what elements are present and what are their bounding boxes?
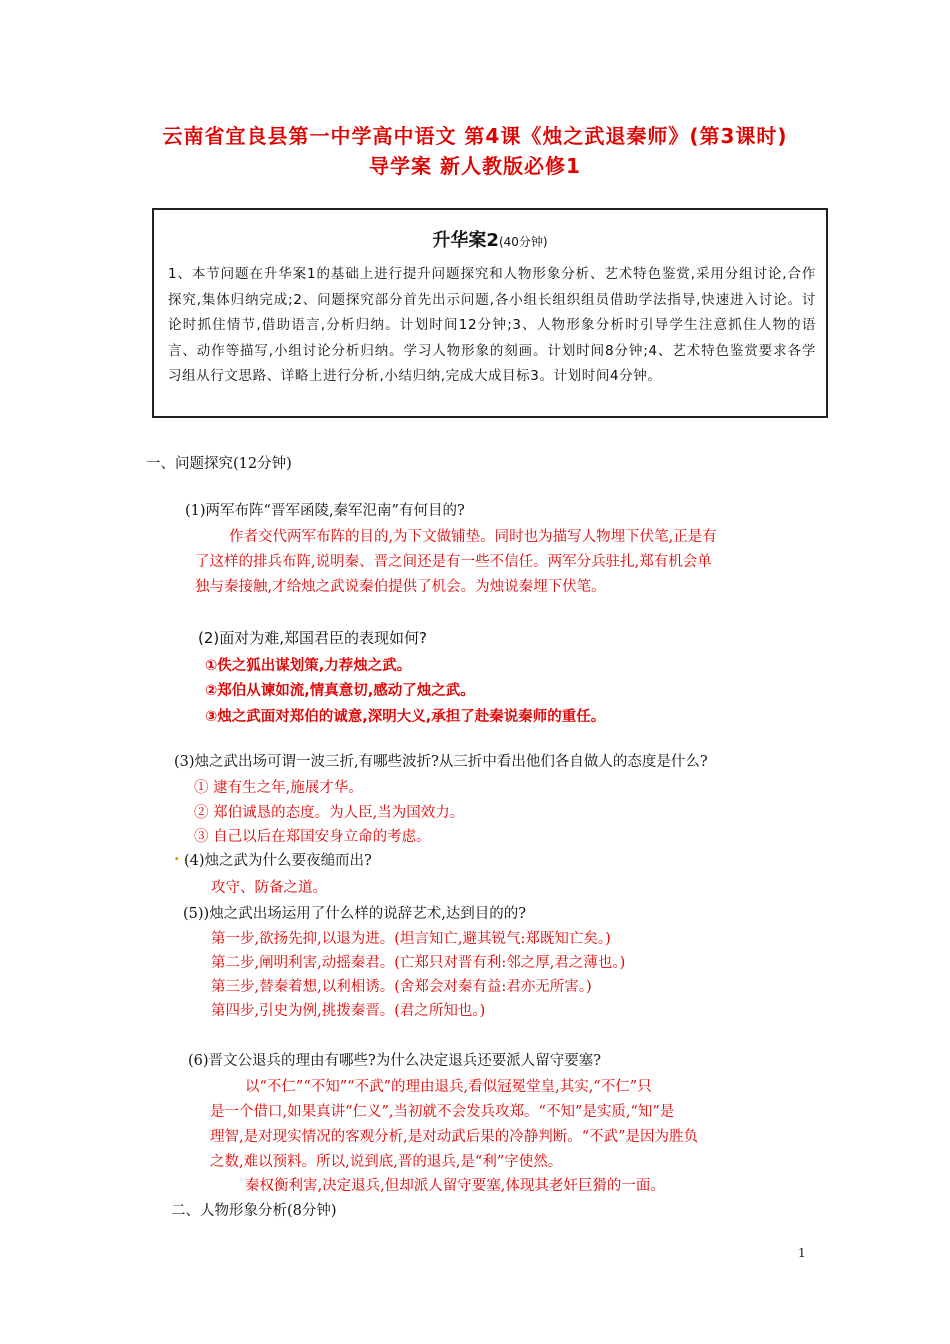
answer-6-line: 秦权衡利害,决定退兵,但却派人留守要塞,体现其老奸巨猾的一面。 (245, 1178, 665, 1194)
answer-2-item: ①佚之狐出谋划策,力荐烛之武。 (205, 658, 412, 674)
answer-3-item: ③ 自己以后在郑国安身立命的考虑。 (194, 829, 431, 845)
answer-6-line: 之数,难以预料。所以,说到底,晋的退兵,是“利”字使然。 (210, 1154, 563, 1170)
question-1: (1)两军布阵“晋军函陵,秦军氾南”有何目的? (185, 503, 465, 519)
answer-5-step: 第一步,欲扬先抑,以退为进。(坦言知亡,避其锐气:郑既知亡矣。) (211, 931, 611, 947)
answer-6-line: 理智,是对现实情况的客观分析,是对动武后果的冷静判断。“不武”是因为胜负 (210, 1129, 699, 1145)
question-4: (4)烛之武为什么要夜缒而出? (184, 853, 372, 869)
answer-3-item: ① 逮有生之年,施展才华。 (194, 780, 363, 796)
document-title-line1: 云南省宜良县第一中学高中语文 第4课《烛之武退秦师》(第3课时) (162, 124, 788, 148)
document-title-line2: 导学案 新人教版必修1 (369, 154, 581, 178)
answer-1-line: 作者交代两军布阵的目的,为下文做铺垫。同时也为描写人物埋下伏笔,正是有 (229, 529, 717, 545)
answer-1-line: 独与秦接触,才给烛之武说秦伯提供了机会。为烛说秦埋下伏笔。 (195, 579, 606, 595)
answer-2-item: ②郑伯从谏如流,情真意切,感动了烛之武。 (205, 683, 475, 699)
question-6: (6)晋文公退兵的理由有哪些?为什么决定退兵还要派人留守要塞? (188, 1053, 602, 1069)
box-title: 升华案2 (432, 230, 499, 251)
answer-1-line: 了这样的排兵布阵,说明秦、晋之间还是有一些不信任。两军分兵驻扎,郑有机会单 (195, 554, 712, 570)
instruction-box (152, 208, 828, 418)
question-2: (2)面对为难,郑国君臣的表现如何? (198, 629, 427, 647)
box-instructions: 1、本节问题在升华案1的基础上进行提升问题探究和人物形象分析、艺术特色鉴赏,采用分组讨论,合作探究,集体归纳完成;2、问题探究部分首先出示问题,各小组长组织组员借助学法指导,快速进入讨论。讨论时抓住情节,借助语言,分析归纳。计划时间12分钟;3、人物形象分析时引导学生注意抓住人物的语言、动作等描写,小组讨论分析归纳。学习人物形象的刻画。计划时间8分钟;4、艺术特色鉴赏要求各学习组从行文思路、详略上进行分析,小结归纳,完成大成目标3。计划时间4分钟。 (168, 266, 816, 384)
section-heading-1: 一、问题探究(12分钟) (146, 456, 292, 472)
question-5: (5))烛之武出场运用了什么样的说辞艺术,达到目的的? (183, 906, 527, 922)
answer-5-step: 第三步,替秦着想,以利相诱。(舍郑会对秦有益:君亦无所害。) (211, 979, 592, 995)
answer-5-step: 第二步,阐明利害,动摇秦君。(亡郑只对晋有利:邻之厚,君之薄也。) (211, 955, 626, 971)
section-heading-2: 二、人物形象分析(8分钟) (171, 1203, 337, 1219)
answer-2-item: ③烛之武面对郑伯的诚意,深明大义,承担了赴秦说秦师的重任。 (205, 709, 606, 725)
answer-4: 攻守、防备之道。 (211, 880, 327, 896)
answer-6-line: 以“不仁”“不知”“不武”的理由退兵,看似冠冕堂皇,其实,“不仁”只 (245, 1079, 652, 1095)
box-duration: (40分钟) (498, 235, 548, 249)
box-heading (154, 226, 826, 252)
question-3: (3)烛之武出场可谓一波三折,有哪些波折?从三折中看出他们各自做人的态度是什么? (174, 754, 708, 770)
answer-5-step: 第四步,引史为例,挑拨秦晋。(君之所知也。) (211, 1003, 486, 1019)
answer-3-item: ② 郑伯诚恳的态度。为人臣,当为国效力。 (194, 805, 465, 821)
page-number: 1 (798, 1246, 806, 1260)
margin-dot: . (174, 845, 180, 864)
answer-6-line: 是一个借口,如果真讲“仁义”,当初就不会发兵攻郑。“不知”是实质,“知”是 (210, 1104, 675, 1120)
